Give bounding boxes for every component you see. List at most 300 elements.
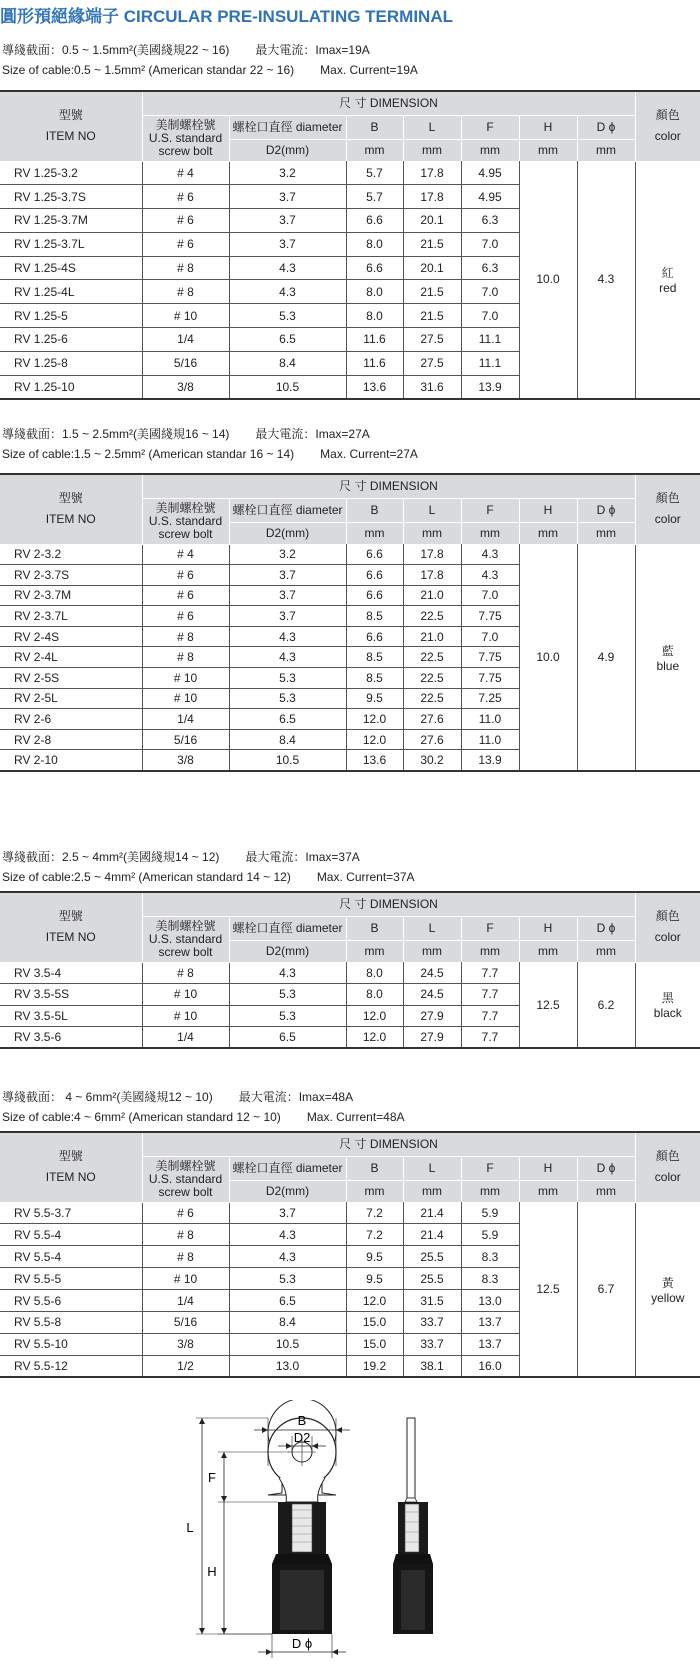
- color-header: 顏色 color: [635, 1132, 700, 1202]
- f-header: F: [461, 916, 519, 940]
- spec-table: [0, 1131, 700, 1378]
- terminal-side-view: [393, 1418, 433, 1634]
- item-no: RV 1.25-4L: [0, 280, 142, 304]
- b-value: 5.7: [346, 185, 403, 209]
- color-header: 顏色 color: [635, 91, 700, 161]
- screw-bolt: 5/16: [142, 729, 229, 750]
- b-value: 7.2: [346, 1224, 403, 1246]
- screw-bolt: # 6: [142, 565, 229, 586]
- dphi-header: D ϕ: [577, 1156, 635, 1180]
- d2-value: 4.3: [229, 1246, 346, 1268]
- unit-mm: mm: [577, 1180, 635, 1202]
- b-value: 6.6: [346, 209, 403, 233]
- h-value: 10.0: [519, 544, 577, 771]
- h-header: H: [519, 498, 577, 522]
- d2-header: 螺栓口直徑 diameter: [229, 115, 346, 139]
- l-value: 17.8: [403, 161, 461, 185]
- item-no: RV 1.25-3.7M: [0, 209, 142, 233]
- screw-bolt: # 6: [142, 232, 229, 256]
- item-header: 型號 ITEM NO: [0, 91, 142, 161]
- item-no: RV 1.25-3.7L: [0, 232, 142, 256]
- d2-value: 6.5: [229, 328, 346, 352]
- screw-bolt: # 6: [142, 185, 229, 209]
- d2-value: 5.3: [229, 688, 346, 709]
- f-value: 5.9: [461, 1202, 519, 1224]
- item-no: RV 1.25-6: [0, 328, 142, 352]
- f-value: 11.0: [461, 729, 519, 750]
- section-info: [2, 424, 418, 464]
- screw-bolt: # 8: [142, 626, 229, 647]
- l-value: 22.5: [403, 647, 461, 668]
- dim-f-label: F: [208, 1470, 216, 1485]
- h-value: 12.5: [519, 962, 577, 1048]
- screw-bolt: # 10: [142, 688, 229, 709]
- l-header: L: [403, 498, 461, 522]
- f-header: F: [461, 115, 519, 139]
- l-header: L: [403, 916, 461, 940]
- f-value: 11.1: [461, 328, 519, 352]
- d2-value: 10.5: [229, 375, 346, 399]
- f-value: 4.95: [461, 185, 519, 209]
- unit-mm: mm: [461, 940, 519, 962]
- cable-size-en: Size of cable:1.5 ~ 2.5mm² (American standar 16 ~ 14): [2, 447, 295, 461]
- screw-bolt: # 4: [142, 544, 229, 565]
- b-value: 15.0: [346, 1311, 403, 1333]
- b-value: 8.0: [346, 232, 403, 256]
- screw-bolt: # 8: [142, 256, 229, 280]
- f-value: 7.75: [461, 647, 519, 668]
- f-value: 13.0: [461, 1290, 519, 1312]
- d2-value: 13.0: [229, 1355, 346, 1377]
- b-header: B: [346, 498, 403, 522]
- d2-value: 4.3: [229, 1224, 346, 1246]
- item-no: RV 5.5-4: [0, 1246, 142, 1268]
- color-header: 顏色 color: [635, 892, 700, 962]
- item-no: RV 1.25-8: [0, 351, 142, 375]
- b-value: 12.0: [346, 1027, 403, 1049]
- item-no: RV 1.25-10: [0, 375, 142, 399]
- b-header: B: [346, 916, 403, 940]
- dphi-value: 6.2: [577, 962, 635, 1048]
- bolt-header: 美制螺栓號 U.S. standard screw bolt: [142, 498, 229, 544]
- unit-mm: mm: [461, 1180, 519, 1202]
- f-value: 4.3: [461, 565, 519, 586]
- f-value: 6.3: [461, 256, 519, 280]
- screw-bolt: 1/4: [142, 328, 229, 352]
- f-value: 8.3: [461, 1246, 519, 1268]
- f-value: 7.7: [461, 984, 519, 1006]
- l-value: 27.5: [403, 328, 461, 352]
- max-current-en: Max. Current=48A: [306, 1110, 405, 1124]
- d2-value: 4.3: [229, 962, 346, 984]
- spec-table: [0, 473, 700, 772]
- d2-value: 5.3: [229, 1005, 346, 1027]
- d2-value: 3.7: [229, 565, 346, 586]
- f-value: 7.0: [461, 232, 519, 256]
- dim-d2-label: D2: [293, 1430, 311, 1445]
- cable-size-en: Size of cable:4 ~ 6mm² (American standard 12 ~ 10): [2, 1110, 281, 1124]
- b-value: 12.0: [346, 709, 403, 730]
- d2-value: 8.4: [229, 729, 346, 750]
- item-no: RV 2-3.7L: [0, 606, 142, 627]
- d2-value: 3.7: [229, 606, 346, 627]
- unit-mm: mm: [346, 940, 403, 962]
- d2-value: 8.4: [229, 351, 346, 375]
- screw-bolt: 3/8: [142, 1333, 229, 1355]
- item-no: RV 2-10: [0, 750, 142, 771]
- b-value: 8.5: [346, 668, 403, 689]
- d2-unit: D2(mm): [229, 940, 346, 962]
- dphi-value: 6.7: [577, 1202, 635, 1377]
- screw-bolt: # 10: [142, 1268, 229, 1290]
- item-no: RV 3.5-5S: [0, 984, 142, 1006]
- d2-unit: D2(mm): [229, 1180, 346, 1202]
- f-value: 4.95: [461, 161, 519, 185]
- screw-bolt: 1/4: [142, 709, 229, 730]
- item-no: RV 3.5-6: [0, 1027, 142, 1049]
- l-value: 30.2: [403, 750, 461, 771]
- d2-value: 4.3: [229, 647, 346, 668]
- table-row: [0, 544, 700, 565]
- dim-h-label: H: [207, 1564, 217, 1579]
- item-no: RV 3.5-4: [0, 962, 142, 984]
- l-value: 21.0: [403, 585, 461, 606]
- f-header: F: [461, 1156, 519, 1180]
- terminal-front-view: [186, 1400, 350, 1658]
- f-value: 16.0: [461, 1355, 519, 1377]
- l-value: 33.7: [403, 1311, 461, 1333]
- d2-value: 8.4: [229, 1311, 346, 1333]
- l-value: 20.1: [403, 209, 461, 233]
- d2-value: 5.3: [229, 984, 346, 1006]
- unit-mm: mm: [519, 1180, 577, 1202]
- l-value: 21.5: [403, 280, 461, 304]
- unit-mm: mm: [461, 139, 519, 161]
- d2-unit: D2(mm): [229, 139, 346, 161]
- screw-bolt: # 10: [142, 1005, 229, 1027]
- l-value: 21.4: [403, 1202, 461, 1224]
- l-value: 38.1: [403, 1355, 461, 1377]
- unit-mm: mm: [346, 139, 403, 161]
- unit-mm: mm: [577, 522, 635, 544]
- screw-bolt: # 10: [142, 668, 229, 689]
- unit-mm: mm: [403, 139, 461, 161]
- d2-value: 6.5: [229, 1027, 346, 1049]
- screw-bolt: 1/4: [142, 1027, 229, 1049]
- screw-bolt: # 6: [142, 1202, 229, 1224]
- b-value: 13.6: [346, 375, 403, 399]
- color-value: 黑 black: [635, 962, 700, 1048]
- b-value: 12.0: [346, 729, 403, 750]
- cable-size-en: Size of cable:2.5 ~ 4mm² (American standard 14 ~ 12): [2, 870, 291, 884]
- b-value: 9.5: [346, 688, 403, 709]
- h-value: 12.5: [519, 1202, 577, 1377]
- f-value: 13.9: [461, 375, 519, 399]
- screw-bolt: 1/4: [142, 1290, 229, 1312]
- b-value: 6.6: [346, 626, 403, 647]
- f-value: 7.0: [461, 304, 519, 328]
- screw-bolt: 3/8: [142, 750, 229, 771]
- b-header: B: [346, 1156, 403, 1180]
- screw-bolt: # 8: [142, 1224, 229, 1246]
- l-value: 24.5: [403, 962, 461, 984]
- unit-mm: mm: [519, 940, 577, 962]
- screw-bolt: # 8: [142, 962, 229, 984]
- screw-bolt: # 6: [142, 606, 229, 627]
- screw-bolt: # 8: [142, 1246, 229, 1268]
- b-value: 13.6: [346, 750, 403, 771]
- d2-value: 4.3: [229, 626, 346, 647]
- item-no: RV 2-3.7S: [0, 565, 142, 586]
- h-header: H: [519, 115, 577, 139]
- item-no: RV 2-4S: [0, 626, 142, 647]
- l-header: L: [403, 1156, 461, 1180]
- f-value: 7.0: [461, 626, 519, 647]
- f-value: 6.3: [461, 209, 519, 233]
- item-no: RV 2-5S: [0, 668, 142, 689]
- l-value: 31.5: [403, 1290, 461, 1312]
- l-value: 31.6: [403, 375, 461, 399]
- f-value: 8.3: [461, 1268, 519, 1290]
- screw-bolt: 1/2: [142, 1355, 229, 1377]
- item-no: RV 2-3.2: [0, 544, 142, 565]
- l-value: 25.5: [403, 1268, 461, 1290]
- screw-bolt: # 8: [142, 647, 229, 668]
- h-header: H: [519, 1156, 577, 1180]
- table-row: [0, 962, 700, 984]
- d2-header: 螺栓口直徑 diameter: [229, 916, 346, 940]
- f-value: 7.7: [461, 1005, 519, 1027]
- l-value: 25.5: [403, 1246, 461, 1268]
- max-current-en: Max. Current=27A: [320, 447, 418, 461]
- item-no: RV 5.5-4: [0, 1224, 142, 1246]
- f-value: 5.9: [461, 1224, 519, 1246]
- b-value: 6.6: [346, 544, 403, 565]
- b-value: 6.6: [346, 585, 403, 606]
- table-row: [0, 1202, 700, 1224]
- d2-value: 6.5: [229, 1290, 346, 1312]
- screw-bolt: # 10: [142, 984, 229, 1006]
- b-value: 8.5: [346, 647, 403, 668]
- dphi-header: D ϕ: [577, 498, 635, 522]
- f-value: 13.9: [461, 750, 519, 771]
- dim-b-label: B: [297, 1413, 307, 1428]
- f-value: 7.7: [461, 1027, 519, 1049]
- dimension-header: 尺 寸 DIMENSION: [142, 892, 635, 916]
- b-value: 6.6: [346, 565, 403, 586]
- h-header: H: [519, 916, 577, 940]
- b-value: 8.0: [346, 984, 403, 1006]
- f-value: 7.7: [461, 962, 519, 984]
- f-value: 7.0: [461, 280, 519, 304]
- section-info: [2, 847, 415, 887]
- l-value: 27.9: [403, 1005, 461, 1027]
- d2-unit: D2(mm): [229, 522, 346, 544]
- l-value: 27.6: [403, 709, 461, 730]
- d2-value: 4.3: [229, 256, 346, 280]
- dimension-header: 尺 寸 DIMENSION: [142, 91, 635, 115]
- item-no: RV 2-3.7M: [0, 585, 142, 606]
- color-header: 顏色 color: [635, 474, 700, 544]
- d2-value: 5.3: [229, 668, 346, 689]
- screw-bolt: # 10: [142, 304, 229, 328]
- unit-mm: mm: [403, 522, 461, 544]
- l-value: 22.5: [403, 606, 461, 627]
- d2-header: 螺栓口直徑 diameter: [229, 498, 346, 522]
- l-value: 27.6: [403, 729, 461, 750]
- dphi-value: 4.9: [577, 544, 635, 771]
- item-no: RV 5.5-6: [0, 1290, 142, 1312]
- l-value: 22.5: [403, 688, 461, 709]
- screw-bolt: 5/16: [142, 351, 229, 375]
- d2-header: 螺栓口直徑 diameter: [229, 1156, 346, 1180]
- item-no: RV 5.5-10: [0, 1333, 142, 1355]
- table-row: [0, 161, 700, 185]
- item-no: RV 5.5-3.7: [0, 1202, 142, 1224]
- unit-mm: mm: [403, 940, 461, 962]
- l-value: 27.5: [403, 351, 461, 375]
- max-current-cn: 最大電流：Imax=48A: [238, 1090, 354, 1104]
- item-no: RV 2-8: [0, 729, 142, 750]
- l-value: 21.0: [403, 626, 461, 647]
- f-value: 11.0: [461, 709, 519, 730]
- b-value: 6.6: [346, 256, 403, 280]
- l-value: 21.5: [403, 304, 461, 328]
- terminal-diagram: [0, 1400, 700, 1664]
- dim-l-label: L: [186, 1520, 194, 1535]
- h-value: 10.0: [519, 161, 577, 399]
- screw-bolt: # 6: [142, 209, 229, 233]
- section-info: [2, 40, 418, 80]
- b-value: 11.6: [346, 328, 403, 352]
- f-value: 11.1: [461, 351, 519, 375]
- l-value: 21.5: [403, 232, 461, 256]
- max-current-cn: 最大電流：Imax=19A: [255, 43, 370, 57]
- screw-bolt: 3/8: [142, 375, 229, 399]
- unit-mm: mm: [461, 522, 519, 544]
- d2-value: 3.7: [229, 232, 346, 256]
- l-value: 21.4: [403, 1224, 461, 1246]
- d2-value: 3.7: [229, 585, 346, 606]
- screw-bolt: # 8: [142, 280, 229, 304]
- max-current-cn: 最大電流：Imax=37A: [245, 850, 360, 864]
- item-no: RV 5.5-5: [0, 1268, 142, 1290]
- l-value: 17.8: [403, 544, 461, 565]
- color-value: 藍 blue: [635, 544, 700, 771]
- l-header: L: [403, 115, 461, 139]
- item-no: RV 5.5-12: [0, 1355, 142, 1377]
- screw-bolt: # 6: [142, 585, 229, 606]
- f-value: 4.3: [461, 544, 519, 565]
- unit-mm: mm: [577, 139, 635, 161]
- bolt-header: 美制螺栓號 U.S. standard screw bolt: [142, 916, 229, 962]
- d2-value: 5.3: [229, 1268, 346, 1290]
- item-header: 型號 ITEM NO: [0, 474, 142, 544]
- f-value: 13.7: [461, 1311, 519, 1333]
- cable-size-en: Size of cable:0.5 ~ 1.5mm² (American standar 22 ~ 16): [2, 63, 295, 77]
- l-value: 17.8: [403, 185, 461, 209]
- d2-value: 10.5: [229, 750, 346, 771]
- cable-size-cn: 導綫截面：0.5 ~ 1.5mm²(美國綫規22 ~ 16): [2, 43, 230, 57]
- max-current-en: Max. Current=19A: [320, 63, 418, 77]
- b-value: 15.0: [346, 1333, 403, 1355]
- dphi-header: D ϕ: [577, 115, 635, 139]
- max-current-en: Max. Current=37A: [316, 870, 415, 884]
- color-value: 紅 red: [635, 161, 700, 399]
- f-value: 7.25: [461, 688, 519, 709]
- d2-value: 4.3: [229, 280, 346, 304]
- b-value: 7.2: [346, 1202, 403, 1224]
- unit-mm: mm: [346, 1180, 403, 1202]
- item-no: RV 3.5-5L: [0, 1005, 142, 1027]
- dphi-value: 4.3: [577, 161, 635, 399]
- f-value: 7.0: [461, 585, 519, 606]
- l-value: 22.5: [403, 668, 461, 689]
- item-no: RV 1.25-3.7S: [0, 185, 142, 209]
- b-value: 12.0: [346, 1290, 403, 1312]
- color-value: 黃 yellow: [635, 1202, 700, 1377]
- page-title: 圓形預絕緣端子 CIRCULAR PRE-INSULATING TERMINAL: [0, 7, 453, 26]
- l-value: 27.9: [403, 1027, 461, 1049]
- b-value: 8.0: [346, 962, 403, 984]
- cable-size-cn: 導綫截面：1.5 ~ 2.5mm²(美國綫規16 ~ 14): [2, 427, 230, 441]
- dphi-header: D ϕ: [577, 916, 635, 940]
- unit-mm: mm: [577, 940, 635, 962]
- d2-value: 5.3: [229, 304, 346, 328]
- b-value: 9.5: [346, 1246, 403, 1268]
- section-info: [2, 1087, 405, 1127]
- screw-bolt: # 4: [142, 161, 229, 185]
- item-header: 型號 ITEM NO: [0, 892, 142, 962]
- unit-mm: mm: [346, 522, 403, 544]
- b-value: 12.0: [346, 1005, 403, 1027]
- l-value: 17.8: [403, 565, 461, 586]
- l-value: 33.7: [403, 1333, 461, 1355]
- d2-value: 3.7: [229, 209, 346, 233]
- dimension-header: 尺 寸 DIMENSION: [142, 474, 635, 498]
- dimension-header: 尺 寸 DIMENSION: [142, 1132, 635, 1156]
- d2-value: 3.2: [229, 161, 346, 185]
- d2-value: 10.5: [229, 1333, 346, 1355]
- d2-value: 6.5: [229, 709, 346, 730]
- spec-table: [0, 90, 700, 400]
- b-value: 19.2: [346, 1355, 403, 1377]
- spec-table: [0, 891, 700, 1049]
- l-value: 24.5: [403, 984, 461, 1006]
- unit-mm: mm: [403, 1180, 461, 1202]
- item-no: RV 1.25-4S: [0, 256, 142, 280]
- b-value: 9.5: [346, 1268, 403, 1290]
- f-value: 7.75: [461, 668, 519, 689]
- bolt-header: 美制螺栓號 U.S. standard screw bolt: [142, 115, 229, 161]
- cable-size-cn: 導綫截面： 4 ~ 6mm²(美國綫規12 ~ 10): [2, 1090, 213, 1104]
- b-value: 8.0: [346, 280, 403, 304]
- b-value: 11.6: [346, 351, 403, 375]
- f-value: 7.75: [461, 606, 519, 627]
- item-no: RV 2-5L: [0, 688, 142, 709]
- b-header: B: [346, 115, 403, 139]
- item-header: 型號 ITEM NO: [0, 1132, 142, 1202]
- d2-value: 3.7: [229, 185, 346, 209]
- item-no: RV 2-6: [0, 709, 142, 730]
- b-value: 5.7: [346, 161, 403, 185]
- item-no: RV 1.25-3.2: [0, 161, 142, 185]
- item-no: RV 2-4L: [0, 647, 142, 668]
- item-no: RV 5.5-8: [0, 1311, 142, 1333]
- l-value: 20.1: [403, 256, 461, 280]
- d2-value: 3.7: [229, 1202, 346, 1224]
- dim-dphi-label: D ϕ: [291, 1636, 313, 1651]
